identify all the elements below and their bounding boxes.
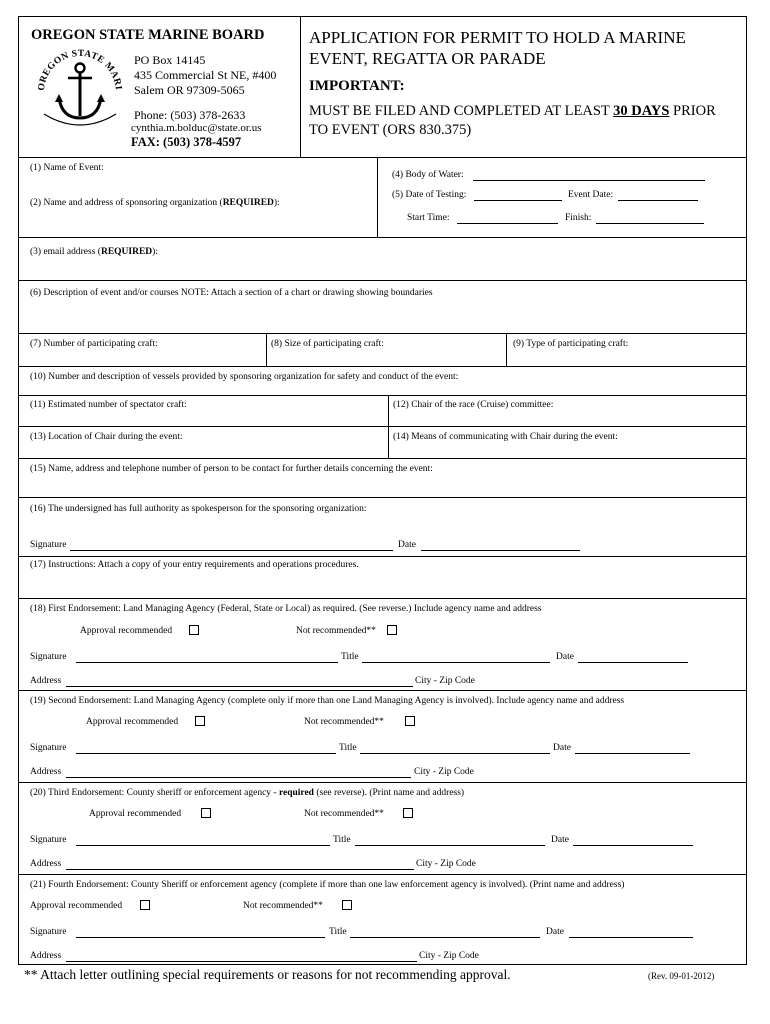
e4-address-label: Address [30, 951, 62, 961]
e2-title-label: Title [339, 743, 357, 753]
rule-10 [18, 598, 747, 599]
rule-6 [18, 426, 747, 427]
rule-11 [18, 690, 747, 691]
field-14-label: (14) Means of communicating with Chair during the event: [393, 432, 618, 442]
e4-signature-label: Signature [30, 927, 67, 937]
header-divider [300, 16, 301, 157]
e4-approval-label: Approval recommended [30, 901, 123, 911]
event-date-input[interactable] [618, 200, 698, 201]
e2-address-label: Address [30, 767, 62, 777]
e3-date-input[interactable] [573, 845, 693, 846]
important-label: IMPORTANT: [309, 78, 405, 94]
e3-date-label: Date [551, 835, 569, 845]
e1-address-label: Address [30, 676, 62, 686]
field-20-label: (20) Third Endorsement: County sheriff or enforcement agency - required (see reverse). (Print name and address) [30, 788, 465, 798]
e1-signature-input[interactable] [76, 662, 338, 663]
event-name-org-input[interactable] [30, 170, 370, 230]
e1-not-recommended-checkbox[interactable] [387, 625, 397, 635]
e4-date-input[interactable] [569, 937, 693, 938]
body-of-water-input[interactable] [473, 180, 705, 181]
field-18-label: (18) First Endorsement: Land Managing Agency (Federal, State or Local) as required. (See reverse.) Include agency name and address [30, 604, 542, 614]
rule-2 [18, 280, 747, 281]
e3-city-zip-label: City - Zip Code [416, 859, 476, 869]
rule-7 [18, 458, 747, 459]
rule-8 [18, 497, 747, 498]
e4-date-label: Date [546, 927, 564, 937]
org-email[interactable]: cynthia.m.bolduc@state.or.us [131, 122, 262, 134]
e3-not-recommended-label: Not recommended** [304, 809, 384, 819]
event-description-input[interactable] [30, 302, 735, 328]
field-12-label: (12) Chair of the race (Cruise) committee: [393, 400, 554, 410]
sponsor-signature-label: Signature [30, 540, 67, 550]
rule-5 [18, 395, 747, 396]
field-21-label: (21) Fourth Endorsement: County Sheriff or enforcement agency (complete if more than one law enforcement agency is involved). (Print name and address) [30, 880, 625, 890]
e1-title-label: Title [341, 652, 359, 662]
rule-header [18, 157, 747, 158]
field-11-label: (11) Estimated number of spectator craft: [30, 400, 187, 410]
e3-signature-input[interactable] [76, 845, 330, 846]
e1-address-input[interactable] [66, 686, 413, 687]
field-1-label: (1) Name of Event: [30, 163, 104, 173]
e4-not-recommended-checkbox[interactable] [342, 900, 352, 910]
field-10-label: (10) Number and description of vessels provided by sponsoring organization for safety and conduct of the event: [30, 372, 459, 382]
rule-12 [18, 782, 747, 783]
rule-9 [18, 556, 747, 557]
e3-approval-label: Approval recommended [89, 809, 182, 819]
field-2-label: (2) Name and address of sponsoring organization (REQUIRED): [30, 198, 280, 208]
e3-not-recommended-checkbox[interactable] [403, 808, 413, 818]
e3-address-label: Address [30, 859, 62, 869]
sponsor-date-input[interactable] [421, 550, 580, 551]
org-phone: Phone: (503) 378-2633 [134, 108, 246, 122]
divider-7-8 [266, 333, 267, 366]
rule-1 [18, 237, 747, 238]
field-8-label: (8) Size of participating craft: [271, 339, 384, 349]
e1-approval-checkbox[interactable] [189, 625, 199, 635]
field-4-label: (4) Body of Water: [392, 170, 464, 180]
rule-4 [18, 366, 747, 367]
e4-approval-checkbox[interactable] [140, 900, 150, 910]
form-title-line1: APPLICATION FOR PERMIT TO HOLD A MARINE [309, 28, 686, 47]
e4-address-input[interactable] [66, 961, 417, 962]
field-3-label: (3) email address (REQUIRED): [30, 247, 158, 257]
sponsor-signature-input[interactable] [70, 550, 393, 551]
sponsor-date-label: Date [398, 540, 416, 550]
start-time-input[interactable] [457, 223, 558, 224]
e1-signature-label: Signature [30, 652, 67, 662]
e2-title-input[interactable] [360, 753, 550, 754]
e2-not-recommended-checkbox[interactable] [405, 716, 415, 726]
e4-signature-input[interactable] [76, 937, 325, 938]
e3-address-input[interactable] [66, 869, 414, 870]
field-9-label: (9) Type of participating craft: [513, 339, 629, 349]
finish-label: Finish: [565, 213, 592, 223]
divider-1-4 [377, 157, 378, 237]
filing-deadline: MUST BE FILED AND COMPLETED AT LEAST 30 DAYS PRIOR TO EVENT (ORS 830.375) [309, 103, 716, 138]
e2-approval-checkbox[interactable] [195, 716, 205, 726]
revision-label: (Rev. 09-01-2012) [648, 971, 715, 981]
form-frame [18, 16, 747, 965]
e2-date-input[interactable] [575, 753, 690, 754]
org-name: OREGON STATE MARINE BOARD [31, 27, 265, 43]
field-17-label: (17) Instructions: Attach a copy of your entry requirements and operations procedures. [30, 560, 359, 570]
finish-time-input[interactable] [596, 223, 704, 224]
e3-approval-checkbox[interactable] [201, 808, 211, 818]
e4-title-input[interactable] [350, 937, 540, 938]
e2-signature-input[interactable] [76, 753, 336, 754]
event-date-label: Event Date: [568, 190, 614, 200]
footer-note: ** Attach letter outlining special requirements or reasons for not recommending approval. [24, 967, 511, 982]
field-16-label: (16) The undersigned has full authority as spokesperson for the sponsoring organization: [30, 504, 367, 514]
org-po-box: PO Box 14145 [134, 53, 206, 67]
e4-not-recommended-label: Not recommended** [243, 901, 323, 911]
e4-city-zip-label: City - Zip Code [419, 951, 479, 961]
rule-13 [18, 874, 747, 875]
e1-approval-label: Approval recommended [80, 626, 173, 636]
field-7-label: (7) Number of participating craft: [30, 339, 158, 349]
e2-not-recommended-label: Not recommended** [304, 717, 384, 727]
e3-signature-label: Signature [30, 835, 67, 845]
org-fax: FAX: (503) 378-4597 [131, 135, 242, 149]
org-street: 435 Commercial St NE, #400 [134, 68, 277, 82]
form-title-line2: EVENT, REGATTA OR PARADE [309, 49, 546, 68]
field-19-label: (19) Second Endorsement: Land Managing Agency (complete only if more than one Land Managing Agency is involved). Include agency name and address [30, 696, 625, 706]
e1-date-label: Date [556, 652, 574, 662]
marine-board-seal [32, 44, 132, 134]
field-13-label: (13) Location of Chair during the event: [30, 432, 183, 442]
e4-title-label: Title [329, 927, 347, 937]
e2-address-input[interactable] [66, 777, 411, 778]
e1-title-input[interactable] [362, 662, 550, 663]
svg-text:OREGON STATE MARINE BOARD: OREGON STATE MARI [36, 48, 123, 92]
divider-8-9 [506, 333, 507, 366]
field-6-label: (6) Description of event and/or courses NOTE: Attach a section of a chart or drawing showing boundaries [30, 288, 433, 298]
e2-approval-label: Approval recommended [86, 717, 179, 727]
e2-signature-label: Signature [30, 743, 67, 753]
e1-date-input[interactable] [578, 662, 688, 663]
field-5-label: (5) Date of Testing: [392, 190, 467, 200]
rule-3 [18, 333, 747, 334]
e3-title-input[interactable] [355, 845, 545, 846]
date-of-testing-input[interactable] [474, 200, 562, 201]
e1-city-zip-label: City - Zip Code [415, 676, 475, 686]
org-city: Salem OR 97309-5065 [134, 83, 245, 97]
e2-date-label: Date [553, 743, 571, 753]
start-time-label: Start Time: [407, 213, 450, 223]
field-15-label: (15) Name, address and telephone number of person to be contact for further details concerning the event: [30, 464, 433, 474]
e1-not-recommended-label: Not recommended** [296, 626, 376, 636]
deadline-days: 30 DAYS [613, 103, 670, 119]
e3-title-label: Title [333, 835, 351, 845]
e2-city-zip-label: City - Zip Code [414, 767, 474, 777]
